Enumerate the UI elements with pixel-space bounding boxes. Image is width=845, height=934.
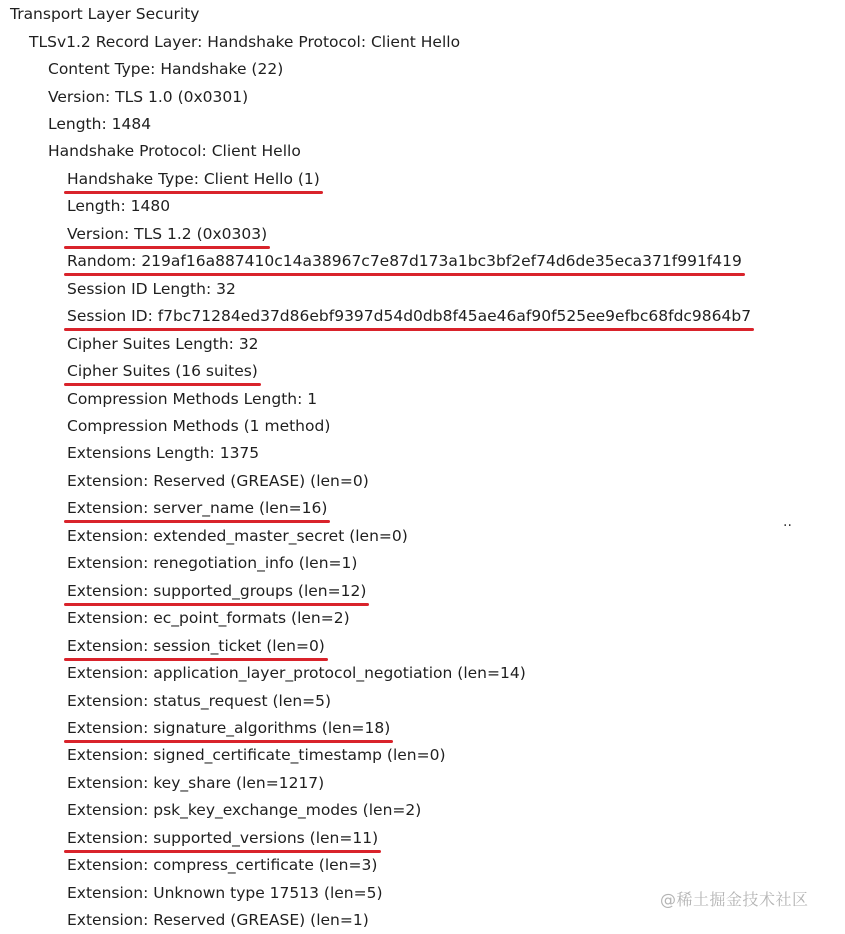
tree-node-extension[interactable]: [67, 828, 378, 850]
tree-node-compression-methods[interactable]: [67, 416, 330, 438]
tree-node-content-type[interactable]: [48, 59, 283, 81]
tree-node-cipher-suites-length[interactable]: [67, 334, 259, 356]
tree-node-extension[interactable]: [67, 883, 383, 905]
tree-node-label: Length: 1484: [48, 115, 152, 133]
tree-node-handshake-version[interactable]: [67, 224, 267, 246]
ellipsis-mark: ..: [783, 514, 792, 530]
tree-node-session-id[interactable]: [67, 306, 751, 328]
tree-node-label: Compression Methods Length: 1: [67, 390, 318, 408]
tree-node-extension[interactable]: [67, 636, 325, 658]
tree-node-label: Extension: signed_certificate_timestamp (len=0): [67, 746, 446, 764]
tree-node-extensions-length[interactable]: [67, 443, 259, 465]
tree-node-label: Handshake Protocol: Client Hello: [48, 142, 301, 160]
tree-node-label: Extension: renegotiation_info (len=1): [67, 554, 358, 572]
tree-node-extension[interactable]: [67, 745, 446, 767]
tree-node-label: Version: TLS 1.0 (0x0301): [48, 88, 249, 106]
highlighted-label: Session ID: f7bc71284ed37d86ebf9397d54d0db8f45ae46af90f525ee9efbc68fdc9864b7: [67, 306, 751, 328]
tree-node-extension[interactable]: [67, 553, 357, 575]
tree-node-handshake-type[interactable]: [67, 169, 320, 191]
tree-node-label: Extension: psk_key_exchange_modes (len=2): [67, 801, 422, 819]
tree-node-label: Length: 1480: [67, 197, 171, 215]
tree-node-label: Extension: compress_certificate (len=3): [67, 856, 378, 874]
tree-node-label: Extension: Reserved (GREASE) (len=0): [67, 472, 369, 490]
tree-node-extension[interactable]: [67, 526, 408, 548]
tree-node-extension[interactable]: [67, 471, 369, 493]
highlighted-label: Extension: signature_algorithms (len=18): [67, 718, 390, 740]
tree-node-label: Session ID Length: 32: [67, 280, 236, 298]
highlighted-label: Extension: supported_groups (len=12): [67, 581, 366, 603]
tree-node-compression-methods-length[interactable]: [67, 389, 317, 411]
tree-node-record-version[interactable]: [48, 87, 248, 109]
tree-node-random[interactable]: [67, 251, 742, 273]
tree-node-extension[interactable]: [67, 663, 526, 685]
highlighted-label: Extension: server_name (len=16): [67, 498, 327, 520]
tree-node-handshake-length[interactable]: [67, 196, 170, 218]
tree-node-label: Extension: Unknown type 17513 (len=5): [67, 884, 383, 902]
highlighted-label: Random: 219af16a887410c14a38967c7e87d173a1bc3bf2ef74d6de35eca371f991f419: [67, 251, 742, 273]
tree-node-label: Transport Layer Security: [10, 5, 200, 23]
tree-node-extension[interactable]: [67, 910, 369, 932]
tree-node-extension[interactable]: [67, 498, 327, 520]
tree-node-extension[interactable]: [67, 691, 331, 713]
tree-node-label: Extension: key_share (len=1217): [67, 774, 325, 792]
tree-node-record-layer[interactable]: [29, 32, 460, 54]
tree-node-label: Extension: Reserved (GREASE) (len=1): [67, 911, 369, 929]
tree-node-cipher-suites[interactable]: [67, 361, 258, 383]
tree-node-tls[interactable]: [10, 4, 199, 26]
tree-node-session-id-length[interactable]: [67, 279, 236, 301]
highlighted-label: Extension: supported_versions (len=11): [67, 828, 378, 850]
tree-node-label: Extension: extended_master_secret (len=0): [67, 527, 408, 545]
tree-node-label: Content Type: Handshake (22): [48, 60, 284, 78]
tree-node-label: Compression Methods (1 method): [67, 417, 331, 435]
tree-node-extension[interactable]: [67, 581, 366, 603]
tree-node-label: Cipher Suites Length: 32: [67, 335, 259, 353]
tree-node-label: Extensions Length: 1375: [67, 444, 260, 462]
tree-node-handshake-protocol[interactable]: [48, 141, 301, 163]
tree-node-record-length[interactable]: [48, 114, 151, 136]
tree-node-extension[interactable]: [67, 608, 350, 630]
tree-node-extension[interactable]: [67, 718, 390, 740]
tree-node-label: Extension: status_request (len=5): [67, 692, 332, 710]
tree-node-extension[interactable]: [67, 800, 421, 822]
watermark: @稀土掘金技术社区: [660, 890, 809, 909]
highlighted-label: Version: TLS 1.2 (0x0303): [67, 224, 267, 246]
tree-node-label: TLSv1.2 Record Layer: Handshake Protocol: Client Hello: [29, 33, 461, 51]
tree-node-label: Extension: application_layer_protocol_negotiation (len=14): [67, 664, 526, 682]
highlighted-label: Extension: session_ticket (len=0): [67, 636, 325, 658]
tree-node-extension[interactable]: [67, 855, 377, 877]
tree-node-label: Extension: ec_point_formats (len=2): [67, 609, 350, 627]
highlighted-label: Cipher Suites (16 suites): [67, 361, 258, 383]
tree-node-extension[interactable]: [67, 773, 324, 795]
highlighted-label: Handshake Type: Client Hello (1): [67, 169, 320, 191]
